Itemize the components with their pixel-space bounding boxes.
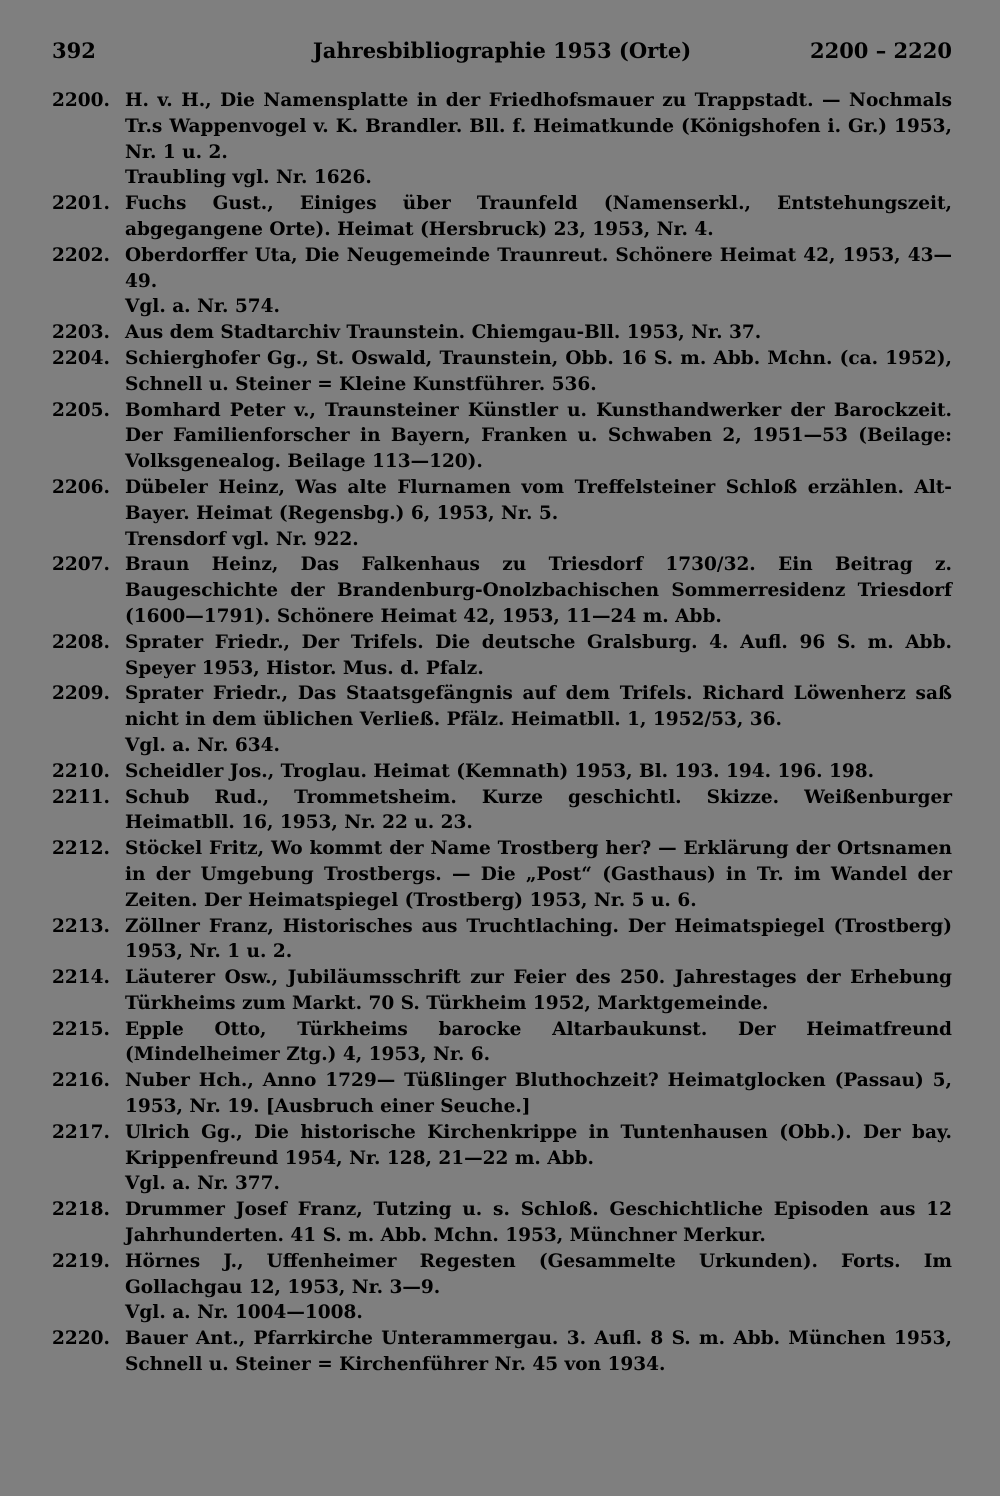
entry-2211 <box>52 785 952 837</box>
entry-text: H. v. H., Die Namensplatte in der Friedhofsmauer zu Trappstadt. — Nochmals Tr.s Wappenvogel v. K. Brandler. Bll. f. Heimatkunde (Königshofen i. Gr.) 1953, Nr. 1 u. 2. <box>125 90 952 163</box>
entry-number: 2214. <box>52 967 110 989</box>
entry-number: 2201. <box>52 193 110 215</box>
entry-2212 <box>52 836 952 913</box>
entry-number: 2216. <box>52 1070 110 1092</box>
cross-reference <box>52 1171 952 1197</box>
entry-text: Vgl. a. Nr. 634. <box>125 734 280 756</box>
entry-2217 <box>52 1120 952 1172</box>
entry-text: Bomhard Peter v., Traunsteiner Künstler u. Kunsthandwerker der Barockzeit. Der Familienforscher in Bayern, Franken u. Schwaben 2, 1951—53 (Beilage: Volksgenealog. Beilage 113—120). <box>125 399 952 473</box>
entry-number: 2213. <box>52 915 110 937</box>
entry-text: Aus dem Stadtarchiv Traunstein. Chiemgau-Bll. 1953, Nr. 37. <box>125 322 762 344</box>
entry-text: Sprater Friedr., Der Trifels. Die deutsche Gralsburg. 4. Aufl. 96 S. m. Abb. Speyer 1953, Histor. Mus. d. Pfalz. <box>125 631 952 679</box>
entry-number: 2203. <box>52 322 110 344</box>
entry-number: 2220. <box>52 1328 110 1350</box>
entry-text: Nuber Hch., Anno 1729— Tüßlinger Bluthochzeit? Heimatglocken (Passau) 5, 1953, Nr. 19. [Ausbruch einer Seuche.] <box>125 1070 952 1118</box>
entry-2206 <box>52 475 952 527</box>
entry-text: Vgl. a. Nr. 1004—1008. <box>125 1302 363 1324</box>
entry-text: Ulrich Gg., Die historische Kirchenkrippe in Tuntenhausen (Obb.). Der bay. Krippenfreund 1954, Nr. 128, 21—22 m. Abb. <box>125 1121 952 1169</box>
entry-text: Traubling vgl. Nr. 1626. <box>125 167 372 189</box>
entry-number: 2215. <box>52 1018 110 1040</box>
entry-text: Zöllner Franz, Historisches aus Truchtlaching. Der Heimatspiegel (Trostberg) 1953, Nr. 1 u. 2. <box>125 915 952 963</box>
entry-number: 2212. <box>52 838 110 860</box>
entry-2200 <box>52 88 952 165</box>
cross-reference <box>52 733 952 759</box>
entry-2202 <box>52 243 952 295</box>
bibliography-entries <box>52 88 952 1378</box>
page-title: Jahresbibliographie 1953 (Orte) <box>312 38 692 63</box>
entry-text: Vgl. a. Nr. 574. <box>125 296 280 318</box>
entry-range: 2200 – 2220 <box>809 38 952 63</box>
entry-2213 <box>52 914 952 966</box>
entry-number: 2207. <box>52 554 110 576</box>
entry-number: 2210. <box>52 760 110 782</box>
entry-text: Läuterer Osw., Jubiläumsschrift zur Feier des 250. Jahrestages der Erhebung Türkheims zum Markt. 70 S. Türkheim 1952, Marktgemeinde. <box>125 967 952 1014</box>
entry-2207 <box>52 552 952 629</box>
entry-2205 <box>52 398 952 475</box>
entry-number: 2204. <box>52 347 110 369</box>
entry-number: 2209. <box>52 683 110 705</box>
entry-2209 <box>52 681 952 733</box>
entry-text: Dübeler Heinz, Was alte Flurnamen vom Treffelsteiner Schloß erzählen. Alt-Bayer. Heimat (Regensbg.) 6, 1953, Nr. 5. <box>125 476 952 524</box>
running-head <box>52 38 952 72</box>
entry-text: Braun Heinz, Das Falkenhaus zu Triesdorf 1730/32. Ein Beitrag z. Baugeschichte der Brandenburg-Onolzbachischen Sommerresidenz Triesdorf (1600—1791). Schönere Heimat 42, 1953, 11—24 m. Abb. <box>125 554 952 627</box>
entry-2219 <box>52 1249 952 1301</box>
entry-text: Schierghofer Gg., St. Oswald, Traunstein, Obb. 16 S. m. Abb. Mchn. (ca. 1952), Schnell u. Steiner = Kleine Kunstführer. 536. <box>125 347 952 395</box>
entry-text: Hörnes J., Uffenheimer Regesten (Gesammelte Urkunden). Forts. Im Gollachgau 12, 1953, Nr. 3—9. <box>125 1250 952 1298</box>
page-number: 392 <box>52 38 96 63</box>
entry-number: 2219. <box>52 1250 110 1272</box>
entry-2218 <box>52 1197 952 1249</box>
entry-text: Oberdorffer Uta, Die Neugemeinde Traunreut. Schönere Heimat 42, 1953, 43—49. <box>125 244 952 292</box>
entry-2216 <box>52 1068 952 1120</box>
entry-text: Fuchs Gust., Einiges über Traunfeld (Namenserkl., Entstehungszeit, abgegangene Orte). Heimat (Hersbruck) 23, 1953, Nr. 4. <box>125 193 952 240</box>
entry-2220 <box>52 1326 952 1378</box>
entry-text: Epple Otto, Türkheims barocke Altarbaukunst. Der Heimatfreund (Mindelheimer Ztg.) 4, 1953, Nr. 6. <box>125 1018 952 1066</box>
entry-text: Bauer Ant., Pfarrkirche Unterammergau. 3. Aufl. 8 S. m. Abb. München 1953, Schnell u. Steiner = Kirchenführer Nr. 45 von 1934. <box>125 1328 952 1376</box>
entry-text: Drummer Josef Franz, Tutzing u. s. Schloß. Geschichtliche Episoden aus 12 Jahrhunderten. 41 S. m. Abb. Mchn. 1953, Münchner Merkur. <box>125 1199 952 1247</box>
entry-text: Trensdorf vgl. Nr. 922. <box>125 528 359 550</box>
cross-reference <box>52 1300 952 1326</box>
entry-number: 2206. <box>52 476 110 498</box>
entry-number: 2205. <box>52 399 110 421</box>
entry-number: 2202. <box>52 244 110 266</box>
entry-2204 <box>52 346 952 398</box>
entry-text: Sprater Friedr., Das Staatsgefängnis auf dem Trifels. Richard Löwenherz saß nicht in dem üblichen Verließ. Pfälz. Heimatbll. 1, 1952/53, 36. <box>125 683 952 731</box>
cross-reference <box>52 527 952 553</box>
cross-reference <box>52 294 952 320</box>
entry-text: Stöckel Fritz, Wo kommt der Name Trostberg her? — Erklärung der Ortsnamen in der Umgebung Trostbergs. — Die „Post“ (Gasthaus) in Tr. im Wandel der Zeiten. Der Heimatspiegel (Trostberg) 1953, Nr. 5 u. 6. <box>125 838 952 911</box>
entry-2214 <box>52 965 952 1017</box>
entry-2203 <box>52 320 952 346</box>
entry-number: 2217. <box>52 1121 110 1143</box>
entry-2215 <box>52 1017 952 1069</box>
entry-number: 2218. <box>52 1199 110 1221</box>
entry-number: 2208. <box>52 631 110 653</box>
entry-text: Scheidler Jos., Troglau. Heimat (Kemnath) 1953, Bl. 193. 194. 196. 198. <box>125 760 875 782</box>
entry-2201 <box>52 191 952 243</box>
entry-2208 <box>52 630 952 682</box>
cross-reference <box>52 165 952 191</box>
entry-2210 <box>52 759 952 785</box>
entry-text: Schub Rud., Trommetsheim. Kurze geschichtl. Skizze. Weißenburger Heimatbll. 16, 1953, Nr. 22 u. 23. <box>125 786 952 834</box>
entry-number: 2200. <box>52 90 110 111</box>
entry-text: Vgl. a. Nr. 377. <box>125 1173 280 1195</box>
entry-number: 2211. <box>52 786 110 808</box>
